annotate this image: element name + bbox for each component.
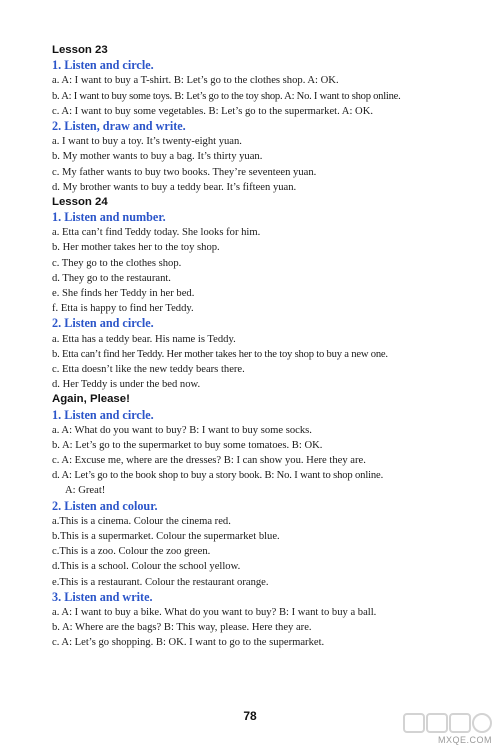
watermark-url: MXQE.COM (437, 735, 492, 745)
answer-line: e.This is a restaurant. Colour the restaurant orange. (52, 576, 269, 588)
answer-line: a. Etta can’t find Teddy today. She looks for him. (52, 227, 261, 239)
answer-line: b.This is a supermarket. Colour the supermarket blue. (52, 531, 280, 542)
answer-line: b. A: I want to buy some toys. B: Let’s go to the toy shop. A: No. I want to shop online. (52, 90, 401, 102)
again-listen-circle-heading: 1. Listen and circle. (52, 407, 154, 422)
answer-line: c. Etta doesn’t like the new teddy bears there. (52, 363, 245, 375)
answer-line: d.This is a school. Colour the school yellow. (52, 561, 241, 573)
page-number: 78 (243, 709, 257, 723)
answer-line: f. Etta is happy to find her Teddy. (52, 303, 194, 315)
answer-line: c. My father wants to buy two books. They’re seventeen yuan. (52, 166, 317, 178)
answer-line: c. A: Let’s go shopping. B: OK. I want to go to the supermarket. (52, 637, 325, 649)
answer-line: c. They go to the clothes shop. (52, 257, 182, 269)
answer-line: a. A: I want to buy a bike. What do you want to buy? B: I want to buy a ball. (52, 606, 377, 618)
answer-line: c.This is a zoo. Colour the zoo green. (52, 546, 211, 558)
answer-line: a. Etta has a teddy bear. His name is Teddy. (52, 333, 236, 345)
answer-line: e. She finds her Teddy in her bed. (52, 288, 195, 299)
again-listen-colour-heading: 2. Listen and colour. (52, 498, 158, 513)
answer-line: d. A: Let’s go to the book shop to buy a story book. B: No. I want to shop online. (52, 470, 384, 482)
answer-line: c. A: Excuse me, where are the dresses? B: I can show you. Here they are. (52, 455, 366, 467)
lesson-24-title: Lesson 24 (52, 195, 108, 208)
lesson-24-listen-number-heading: 1. Listen and number. (52, 210, 166, 225)
lesson-23-listen-draw-write-heading: 2. Listen, draw and write. (52, 118, 186, 133)
lesson-23-title: Lesson 23 (52, 44, 108, 56)
lesson-23-listen-circle-heading: 1. Listen and circle. (52, 58, 154, 73)
again-listen-write-heading: 3. Listen and write. (52, 589, 153, 604)
answer-line: d. My brother wants to buy a teddy bear. It’s fifteen yuan. (52, 181, 297, 193)
lesson-24-listen-circle-heading: 2. Listen and circle. (52, 316, 154, 331)
page-content (52, 43, 482, 651)
again-please-title: Again, Please! (52, 393, 130, 406)
answer-line: d. Her Teddy is under the bed now. (52, 379, 201, 391)
answer-line: a. I want to buy a toy. It’s twenty-eight yuan. (52, 136, 242, 148)
answer-line: a.This is a cinema. Colour the cinema red. (52, 515, 231, 527)
answer-line: a. A: I want to buy a T-shirt. B: Let’s go to the clothes shop. A: OK. (52, 75, 339, 87)
answer-line: d. They go to the restaurant. (52, 272, 171, 284)
answer-line: b. A: Let’s go to the supermarket to buy some tomatoes. B: OK. (52, 439, 323, 451)
answer-line: c. A: I want to buy some vegetables. B: Let’s go to the supermarket. A: OK. (52, 105, 373, 117)
answer-line: b. Etta can’t find her Teddy. Her mother takes her to the toy shop to buy a new one. (52, 348, 388, 360)
answer-line: b. A: Where are the bags? B: This way, please. Here they are. (52, 622, 312, 634)
answer-line: a. A: What do you want to buy? B: I want to buy some socks. (52, 424, 312, 436)
answer-line: b. Her mother takes her to the toy shop. (52, 242, 220, 254)
answer-line-continuation: A: Great! (65, 485, 106, 497)
answer-line: b. My mother wants to buy a bag. It’s thirty yuan. (52, 151, 263, 163)
